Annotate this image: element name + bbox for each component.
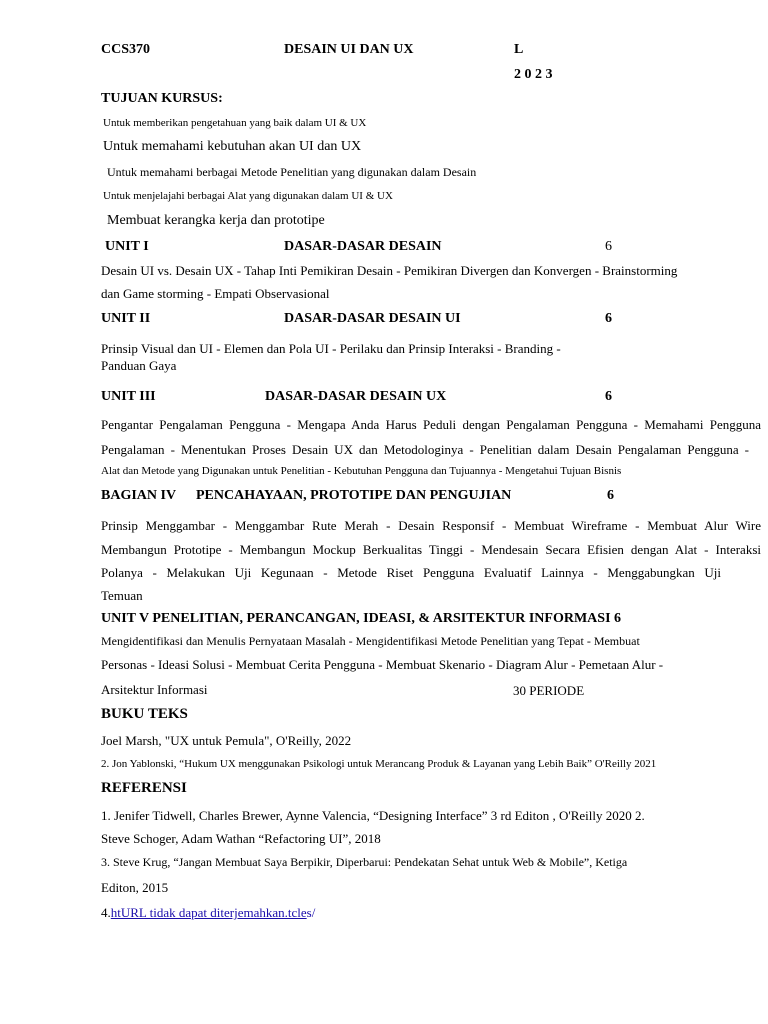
references-heading: REFERENSI: [101, 780, 187, 796]
unit-4-line: Temuan: [101, 588, 143, 603]
reference-line: Editon, 2015: [101, 880, 169, 895]
unit-3-line: Alat dan Metode yang Digunakan untuk Penelitian - Kebutuhan Pengguna dan Tujuannya - Mengetahui Tujuan Bisnis: [101, 465, 622, 477]
unit-3-line: Pengalaman - Menentukan Proses Desain UX dan Metodologinya - Penelitian dalam Desain Pengalaman Pengguna -: [101, 442, 749, 457]
objective-item: Untuk memahami kebutuhan akan UI dan UX: [103, 139, 362, 154]
objective-item: Untuk menjelajahi berbagai Alat yang digunakan dalam UI & UX: [103, 190, 393, 202]
unit-1-line: dan Game storming - Empati Observasional: [101, 286, 330, 301]
unit-3-line: Pengantar Pengalaman Pengguna - Mengapa Anda Harus Peduli dengan Pengalaman Pengguna - Memahami Pengguna: [101, 417, 761, 432]
objectives-heading: TUJUAN KURSUS:: [101, 91, 223, 106]
unit-2-hours: 6: [605, 311, 612, 326]
unit-2-label: UNIT II: [101, 311, 151, 326]
unit-2-title: DASAR-DASAR DESAIN UI: [284, 311, 461, 326]
unit-1-label: UNIT I: [105, 239, 149, 254]
course-year: 2 0 2 3: [514, 67, 553, 82]
reference-link[interactable]: htURL tidak dapat diterjemahkan.tcle: [110, 905, 307, 920]
unit-1-line: Desain UI vs. Desain UX - Tahap Inti Pemikiran Desain - Pemikiran Divergen dan Konvergen - Brainstorming: [101, 263, 678, 278]
objective-item: Membuat kerangka kerja dan prototipe: [107, 213, 325, 228]
course-l: L: [514, 42, 524, 57]
textbooks-heading: BUKU TEKS: [101, 706, 188, 722]
unit-4-line: Prinsip Menggambar - Menggambar Rute Merah - Desain Responsif - Membuat Wireframe - Membuat Alur Wire: [101, 518, 761, 533]
textbook-item: 2. Jon Yablonski, “Hukum UX menggunakan Psikologi untuk Merancang Produk & Layanan yang Lebih Baik” O'Reilly 2021: [101, 758, 657, 770]
textbook-item: Joel Marsh, "UX untuk Pemula", O'Reilly, 2022: [101, 733, 352, 748]
unit-5-line: Arsitektur Informasi: [101, 682, 208, 697]
unit-2-line: Panduan Gaya: [101, 358, 177, 373]
unit-1-hours: 6: [605, 239, 612, 254]
unit-2-line: Prinsip Visual dan UI - Elemen dan Pola UI - Perilaku dan Prinsip Interaksi - Branding -: [101, 341, 561, 356]
unit-5-line: Personas - Ideasi Solusi - Membuat Cerita Pengguna - Membuat Skenario - Diagram Alur - Pemetaan Alur -: [101, 657, 664, 672]
course-code: CCS370: [101, 42, 151, 57]
reference-link-tail: s/: [306, 905, 316, 920]
unit-1-title: DASAR-DASAR DESAIN: [284, 239, 442, 254]
unit-4-title: PENCAHAYAAN, PROTOTIPE DAN PENGUJIAN: [196, 488, 512, 503]
course-title: DESAIN UI DAN UX: [284, 42, 414, 57]
unit-3-title: DASAR-DASAR DESAIN UX: [265, 389, 447, 404]
unit-4-hours: 6: [607, 488, 614, 503]
unit-4-line: Membangun Prototipe - Membangun Mockup Berkualitas Tinggi - Mendesain Secara Efisien dengan Alat - Interaksi: [101, 542, 761, 557]
unit-5-heading: UNIT V PENELITIAN, PERANCANGAN, IDEASI, & ARSITEKTUR INFORMASI 6: [101, 611, 622, 626]
reference-line: Steve Schoger, Adam Wathan “Refactoring UI”, 2018: [101, 831, 381, 846]
unit-3-label: UNIT III: [101, 389, 156, 404]
unit-5-line: Mengidentifikasi dan Menulis Pernyataan Masalah - Mengidentifikasi Metode Penelitian yang Tepat - Membuat: [101, 634, 640, 648]
objective-item: Untuk memberikan pengetahuan yang baik dalam UI & UX: [103, 117, 367, 129]
reference-line: 3. Steve Krug, “Jangan Membuat Saya Berpikir, Diperbarui: Pendekatan Sehat untuk Web & Mobile”, Ketiga: [101, 855, 628, 869]
reference-link-prefix: 4.: [101, 905, 111, 920]
objective-item: Untuk memahami berbagai Metode Penelitian yang digunakan dalam Desain: [107, 165, 477, 179]
unit-4-label: BAGIAN IV: [101, 488, 177, 503]
unit-3-hours: 6: [605, 389, 612, 404]
reference-line: 1. Jenifer Tidwell, Charles Brewer, Aynne Valencia, “Designing Interface” 3 rd Editon , O'Reilly 2020 2.: [101, 808, 645, 823]
total-periods: 30 PERIODE: [513, 683, 585, 698]
reference-link-row: [101, 905, 315, 921]
unit-4-line: Polanya - Melakukan Uji Kegunaan - Metode Riset Pengguna Evaluatif Lainnya - Menggabungkan Uji: [101, 565, 721, 580]
